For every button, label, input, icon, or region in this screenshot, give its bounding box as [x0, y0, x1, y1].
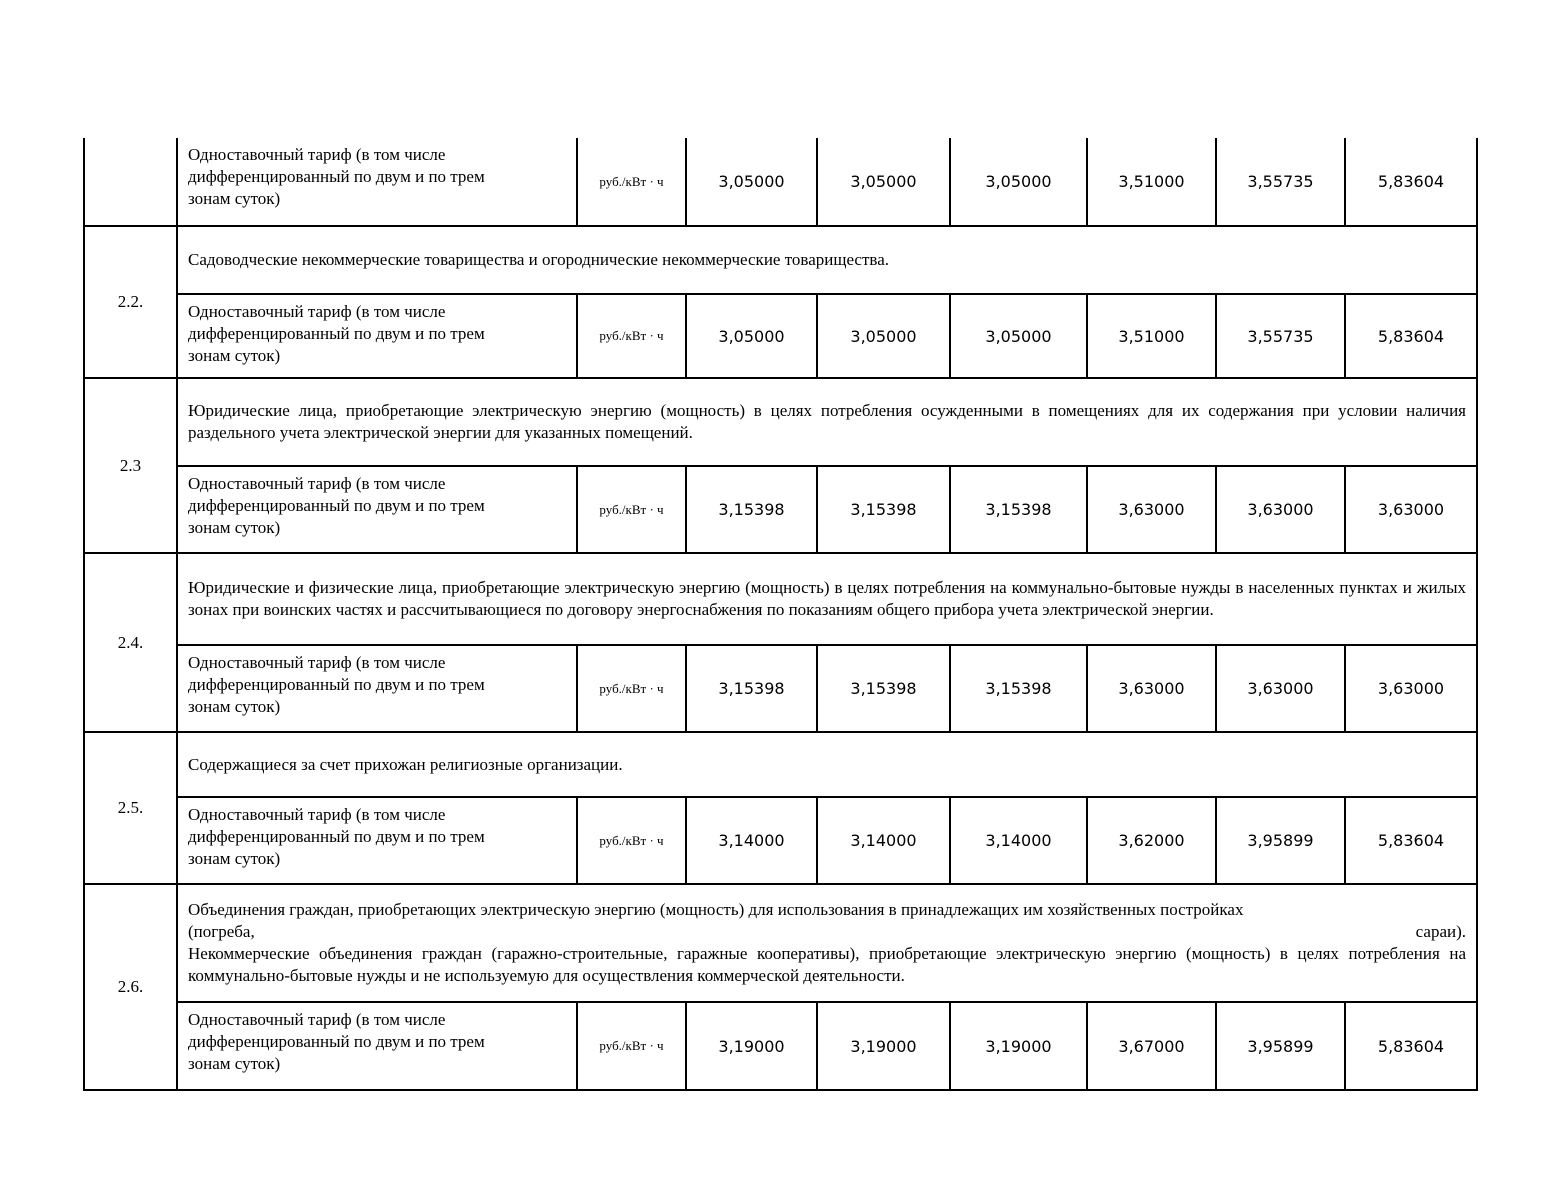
- tariff-value: 3,05000: [950, 294, 1087, 378]
- tariff-unit: руб./кВт · ч: [577, 1002, 686, 1090]
- tariff-value: 3,95899: [1216, 1002, 1345, 1090]
- tariff-value: 5,83604: [1345, 1002, 1477, 1090]
- tariff-value: 3,19000: [950, 1002, 1087, 1090]
- tariff-unit: руб./кВт · ч: [577, 294, 686, 378]
- consumer-category: Юридические лица, приобретающие электрическую энергию (мощность) в целях потребления осужденными в помещениях для их содержания при условии наличия раздельного учета электрической энергии для указанных помещений.: [177, 378, 1477, 466]
- tariff-value: 3,05000: [817, 294, 950, 378]
- tariff-value: 3,63000: [1216, 466, 1345, 553]
- row-number: 2.2.: [84, 226, 177, 378]
- consumer-category: Садоводческие некоммерческие товарищества и огороднические некоммерческие товарищества.: [177, 226, 1477, 294]
- tariff-value: 3,55735: [1216, 138, 1345, 226]
- table-row: [84, 797, 1477, 884]
- row-number: 2.4.: [84, 553, 177, 732]
- tariff-value: 3,15398: [950, 466, 1087, 553]
- tariff-unit: руб./кВт · ч: [577, 138, 686, 226]
- tariff-value: 3,67000: [1087, 1002, 1216, 1090]
- consumer-category: Объединения граждан, приобретающих электрическую энергию (мощность) для использования в принадлежащих им хозяйственных постройках (погреба, сараи). Некоммерческие объединения граждан (гаражно-строительные, гаражные кооперативы), приобретающие электрическую энергию (мощность) в целях потребления на коммунально-бытовые нужды и не используемую для осуществления коммерческой деятельности.: [177, 884, 1477, 1002]
- tariff-value: 3,62000: [1087, 797, 1216, 884]
- tariff-value: 5,83604: [1345, 797, 1477, 884]
- tariff-value: 3,14000: [686, 797, 817, 884]
- tariff-name: Одноставочный тариф (в том числе дифференцированный по двум и по трем зонам суток): [177, 1002, 577, 1090]
- tariff-value: 5,83604: [1345, 294, 1477, 378]
- table-row: [84, 1002, 1477, 1090]
- tariff-value: 3,51000: [1087, 294, 1216, 378]
- tariff-value: 3,15398: [950, 645, 1087, 732]
- tariff-unit: руб./кВт · ч: [577, 466, 686, 553]
- tariff-value: 3,95899: [1216, 797, 1345, 884]
- tariff-name: Одноставочный тариф (в том числе дифференцированный по двум и по трем зонам суток): [177, 797, 577, 884]
- row-number: 2.5.: [84, 732, 177, 884]
- tariff-value: 3,19000: [686, 1002, 817, 1090]
- table-row: [84, 466, 1477, 553]
- tariff-value: 3,51000: [1087, 138, 1216, 226]
- tariff-name: Одноставочный тариф (в том числе дифференцированный по двум и по трем зонам суток): [177, 466, 577, 553]
- table-row: [84, 553, 1477, 645]
- tariff-value: 5,83604: [1345, 138, 1477, 226]
- table-row: [84, 138, 1477, 226]
- table-row: [84, 378, 1477, 466]
- table-row: [84, 294, 1477, 378]
- consumer-category: Содержащиеся за счет прихожан религиозные организации.: [177, 732, 1477, 797]
- tariff-value: 3,14000: [817, 797, 950, 884]
- tariff-value: 3,05000: [817, 138, 950, 226]
- tariff-value: 3,05000: [686, 138, 817, 226]
- tariff-value: 3,63000: [1345, 466, 1477, 553]
- tariff-value: 3,05000: [686, 294, 817, 378]
- tariff-value: 3,55735: [1216, 294, 1345, 378]
- consumer-category: Юридические и физические лица, приобретающие электрическую энергию (мощность) в целях потребления на коммунально-бытовые нужды в населенных пунктах и жилых зонах при воинских частях и рассчитывающиеся по договору энергоснабжения по показаниям общего прибора учета электрической энергии.: [177, 553, 1477, 645]
- tariff-value: 3,63000: [1345, 645, 1477, 732]
- row-number: [84, 138, 177, 226]
- tariff-value: 3,63000: [1216, 645, 1345, 732]
- tariff-name: Одноставочный тариф (в том числе дифференцированный по двум и по трем зонам суток): [177, 138, 577, 226]
- tariff-value: 3,63000: [1087, 466, 1216, 553]
- row-number: 2.6.: [84, 884, 177, 1090]
- table-row: [84, 732, 1477, 797]
- tariff-value: 3,19000: [817, 1002, 950, 1090]
- tariff-value: 3,14000: [950, 797, 1087, 884]
- tariff-name: Одноставочный тариф (в том числе дифференцированный по двум и по трем зонам суток): [177, 294, 577, 378]
- tariff-value: 3,63000: [1087, 645, 1216, 732]
- table-row: [84, 226, 1477, 294]
- tariff-value: 3,05000: [950, 138, 1087, 226]
- table-row: [84, 884, 1477, 1002]
- tariff-value: 3,15398: [817, 645, 950, 732]
- tariff-unit: руб./кВт · ч: [577, 797, 686, 884]
- tariff-name: Одноставочный тариф (в том числе дифференцированный по двум и по трем зонам суток): [177, 645, 577, 732]
- tariff-unit: руб./кВт · ч: [577, 645, 686, 732]
- row-number: 2.3: [84, 378, 177, 553]
- tariff-value: 3,15398: [817, 466, 950, 553]
- tariff-value: 3,15398: [686, 466, 817, 553]
- tariff-value: 3,15398: [686, 645, 817, 732]
- table-row: [84, 645, 1477, 732]
- tariff-table: [83, 138, 1478, 1091]
